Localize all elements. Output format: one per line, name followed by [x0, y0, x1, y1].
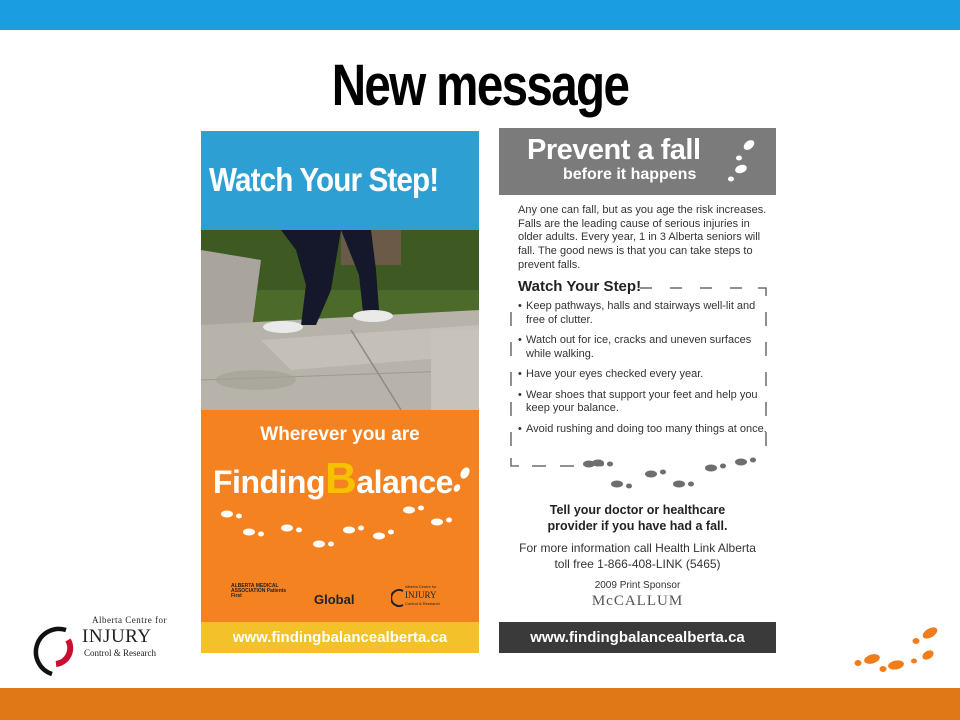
poster-left-url[interactable]: www.findingbalancealberta.ca: [232, 629, 448, 646]
brand-part-1: Finding: [213, 464, 326, 500]
watch-your-step-heading: Watch Your Step!: [518, 278, 642, 295]
poster-right-header: [499, 128, 776, 195]
global-logo-icon: Global: [314, 592, 355, 607]
injury-swirl-icon: [22, 620, 82, 676]
footprints-trail-icon: [579, 452, 769, 492]
sponsor-logos: [201, 578, 479, 618]
injury-centre-logo: [22, 614, 167, 676]
list-item: • Wear shoes that support your feet and help you keep your balance.: [518, 389, 768, 416]
tips-list: [518, 300, 768, 443]
poster-left-url-bar: [201, 622, 479, 653]
list-item: • Avoid rushing and doing too many things at once.: [518, 423, 768, 437]
bottom-accent-bar: [0, 688, 960, 720]
injury-logo-sub: Control & Research: [405, 601, 440, 606]
ama-logo-icon: ALBERTA MEDICAL ASSOCIATION Patients First: [231, 583, 287, 599]
poster-left-body: [201, 410, 479, 622]
footprints-icon: [850, 625, 945, 675]
injury-logo-icon: [391, 584, 451, 612]
sponsor-name: McCALLUM: [591, 593, 684, 609]
slide-title: New message: [331, 53, 629, 118]
poster-right-url-bar: [499, 622, 776, 653]
poster-right-url[interactable]: www.findingbalancealberta.ca: [530, 629, 745, 646]
tell-doctor-line-1: Tell your doctor or healthcare: [549, 503, 726, 517]
list-item: • Keep pathways, halls and stairways well-lit and free of clutter.: [518, 300, 768, 327]
walking-photo-image: [201, 230, 479, 410]
info-line-1: For more information call Health Link Alberta: [519, 541, 756, 555]
walking-photo: [201, 230, 479, 410]
info-line-2: toll free 1-866-408-LINK (5465): [554, 557, 721, 571]
tagline: Wherever you are: [260, 424, 420, 445]
poster-right-title: Prevent a fall: [527, 134, 701, 166]
injury-swirl-icon: [391, 588, 405, 608]
top-accent-bar: [0, 0, 960, 30]
injury-logo-name: INJURY: [405, 590, 437, 600]
poster-right-subtitle: before it happens: [563, 166, 697, 183]
injury-logo-top: Alberta Centre for: [405, 584, 437, 589]
logo-name-text: INJURY: [82, 626, 152, 647]
list-item: • Have your eyes checked every year.: [518, 368, 768, 382]
brand-b: B: [325, 454, 357, 503]
list-item: • Watch out for ice, cracks and uneven surfaces while walking.: [518, 334, 768, 361]
brand-part-2: alance: [356, 464, 453, 500]
logo-sub-text: Control & Research: [84, 648, 156, 658]
logo-top-text: Alberta Centre for: [92, 615, 167, 625]
footprints-icon: [725, 136, 761, 184]
tell-doctor-line-2: provider if you have had a fall.: [547, 519, 728, 533]
footprints-trail-icon: [209, 500, 469, 570]
poster-left-title: Watch Your Step!: [209, 161, 439, 198]
intro-paragraph: Any one can fall, but as you age the risk increases. Falls are the leading cause of serious injuries in older adults. Every year, 1 in 3 Alberta seniors will fall. The good news is that you can take steps to prevent falls.: [518, 204, 767, 271]
poster-watch-your-step: [201, 131, 479, 653]
sponsor-label: 2009 Print Sponsor: [594, 580, 681, 591]
footprints-icon: [451, 466, 473, 496]
finding-balance-brand: [213, 454, 453, 504]
poster-left-header: [201, 131, 479, 230]
poster-prevent-a-fall: [499, 128, 776, 654]
